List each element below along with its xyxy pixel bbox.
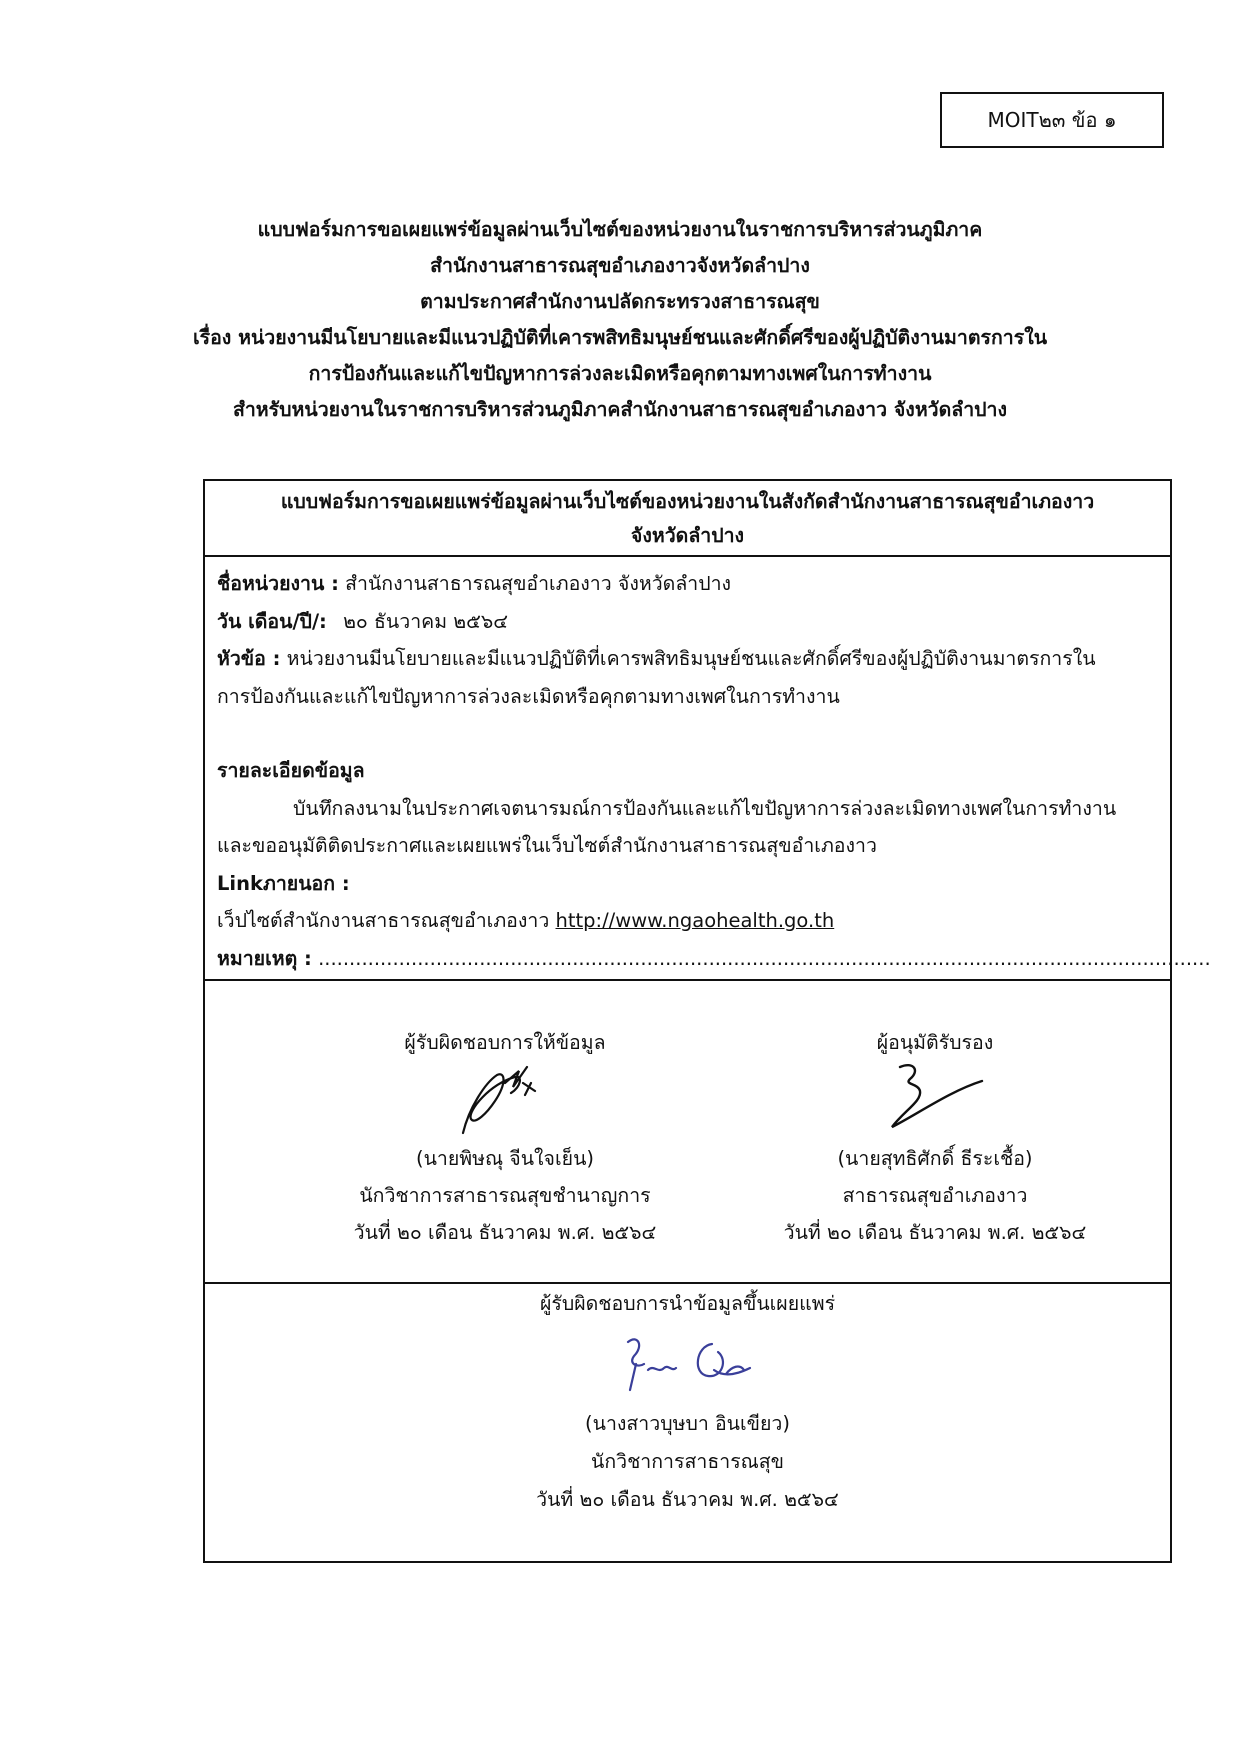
header-line-5: การป้องกันและแก้ไขปัญหาการล่วงละเมิดหรือคุกตามทางเพศในการทำงาน: [308, 362, 932, 385]
date-label: วัน เดือน/ปี/:: [217, 609, 327, 633]
header-line-4: เรื่อง หน่วยงานมีนโยบายและมีแนวปฏิบัติที่เคารพสิทธิมนุษย์ชนและศักดิ์ศรีของผู้ปฏิบัติงานมาตรการใน: [192, 326, 1048, 349]
topic-row: [217, 640, 1158, 678]
provider-signer: [295, 981, 715, 1281]
note-value: ................................................................................................................................................: [318, 946, 1211, 970]
link-row: [217, 902, 1158, 940]
form-title: [205, 481, 1170, 557]
header-line-2: สำนักงานสาธารณสุขอำเภองาวจังหวัดลำปาง: [430, 254, 810, 277]
document-header: [60, 212, 1180, 428]
spacer: [217, 715, 1158, 752]
header-line-3: ตามประกาศสำนักงานปลัดกระทรวงสาธารณสุข: [420, 290, 820, 313]
details-line-1: บันทึกลงนามในประกาศเจตนารมณ์การป้องกันและแก้ไขปัญหาการล่วงละเมิดทางเพศในการทำงาน: [293, 796, 1117, 820]
website-link[interactable]: http://www.ngaohealth.go.th: [555, 909, 835, 932]
note-label: หมายเหตุ :: [217, 946, 312, 970]
provider-signature-icon: [445, 1053, 565, 1143]
link-heading-row: [217, 865, 1158, 903]
details-line-2: และขออนุมัติติดประกาศและเผยแพร่ในเว็บไซต์สำนักงานสาธารณสุขอำเภองาว: [217, 834, 877, 857]
publisher-role: ผู้รับผิดชอบการนำข้อมูลขึ้นเผยแพร่: [539, 1292, 836, 1315]
document-code: MOIT๒๓ ข้อ ๑: [987, 108, 1117, 132]
publisher-date: วันที่ ๒๐ เดือน ธันวาคม พ.ศ. ๒๕๖๔: [536, 1488, 839, 1511]
header-line-1: แบบฟอร์มการขอเผยแพร่ข้อมูลผ่านเว็บไซต์ของหน่วยงานในราชการบริหารส่วนภูมิภาค: [257, 218, 983, 241]
document-code-box: [940, 92, 1164, 148]
approver-role: ผู้อนุมัติรับรอง: [876, 1031, 994, 1054]
provider-role: ผู้รับผิดชอบการให้ข้อมูล: [404, 1031, 606, 1054]
note-row: [217, 940, 1211, 978]
publisher-name: (นางสาวบุษบา อินเขียว): [585, 1412, 790, 1435]
topic-line-1: หน่วยงานมีนโยบายและมีแนวปฏิบัติที่เคารพสิทธิมนุษย์ชนและศักดิ์ศรีของผู้ปฏิบัติงานมาตรการใน: [286, 647, 1096, 670]
link-prefix: เว็ปไซต์สำนักงานสาธารณสุขอำเภองาว: [217, 909, 550, 932]
form-title-line-2: จังหวัดลำปาง: [630, 524, 745, 547]
provider-title: นักวิชาการสาธารณสุขชำนาญการ: [359, 1184, 651, 1207]
agency-row: [217, 565, 1158, 603]
provider-date: วันที่ ๒๐ เดือน ธันวาคม พ.ศ. ๒๕๖๔: [353, 1221, 657, 1244]
date-value: ๒๐ ธันวาคม ๒๕๖๔: [343, 609, 508, 633]
publisher-section: [205, 1284, 1170, 1561]
approver-title: สาธารณสุขอำเภองาว: [842, 1184, 1028, 1207]
topic-line-2: การป้องกันและแก้ไขปัญหาการล่วงละเมิดหรือคุกตามทางเพศในการทำงาน: [217, 684, 840, 708]
publisher-signature-icon: [608, 1324, 768, 1404]
details-heading-row: [217, 752, 1158, 790]
header-line-6: สำหรับหน่วยงานในราชการบริหารส่วนภูมิภาคสำนักงานสาธารณสุขอำเภองาว จังหวัดลำปาง: [232, 398, 1008, 421]
date-row: [217, 603, 1158, 641]
provider-name: (นายพิษณุ จีนใจเย็น): [415, 1147, 595, 1170]
form-info-section: [205, 557, 1211, 981]
topic-label: หัวข้อ :: [217, 647, 281, 670]
agency-value: สำนักงานสาธารณสุขอำเภองาว จังหวัดลำปาง: [345, 572, 732, 595]
approver-date: วันที่ ๒๐ เดือน ธันวาคม พ.ศ. ๒๕๖๔: [783, 1221, 1087, 1244]
approver-signature-icon: [870, 1053, 1000, 1143]
publication-form: [203, 479, 1211, 1563]
publisher-title: นักวิชาการสาธารณสุข: [590, 1450, 784, 1473]
approver-name: (นายสุทธิศักดิ์ ธีระเชื้อ): [837, 1147, 1033, 1170]
agency-label: ชื่อหน่วยงาน :: [217, 572, 339, 595]
link-label: Linkภายนอก :: [217, 871, 350, 895]
details-label: รายละเอียดข้อมูล: [217, 759, 365, 782]
form-title-line-1: แบบฟอร์มการขอเผยแพร่ข้อมูลผ่านเว็บไซต์ของหน่วยงานในสังกัดสำนักงานสาธารณสุขอำเภองาว: [280, 490, 1095, 513]
approver-signer: [725, 981, 1145, 1281]
signature-section: [205, 981, 1170, 1284]
